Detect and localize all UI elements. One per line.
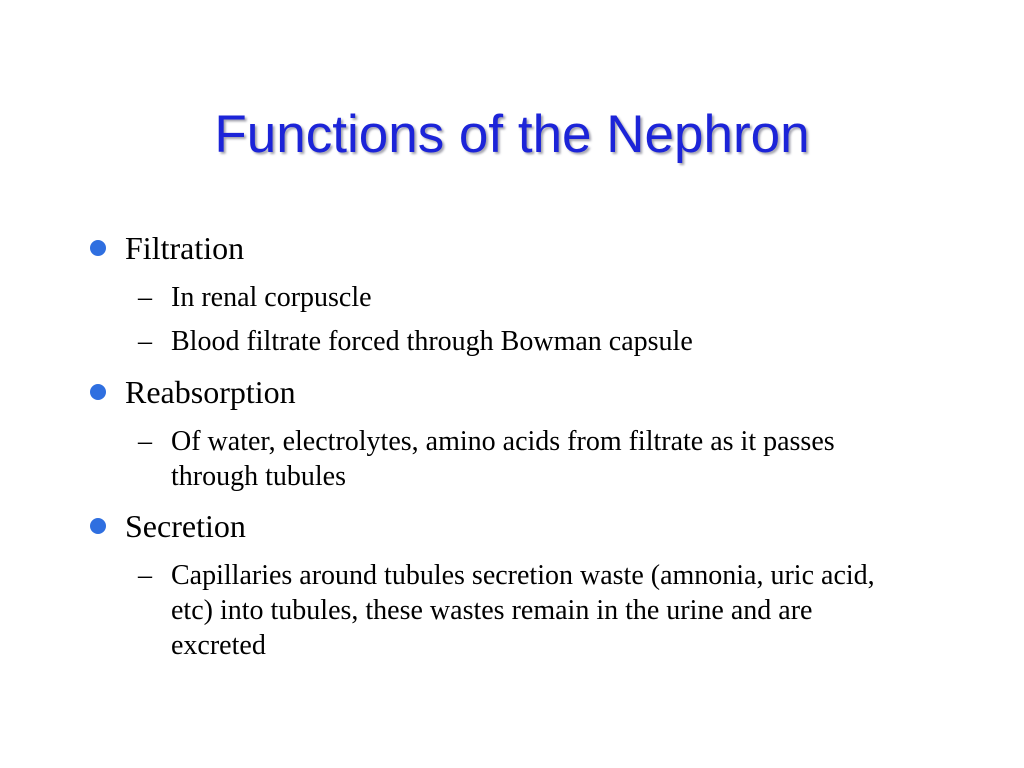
sub-bullet-bowman-capsule: Blood filtrate forced through Bowman capsule xyxy=(171,326,693,357)
sub-bullet-renal-corpuscle: In renal corpuscle xyxy=(171,282,372,313)
bullet-dot-icon xyxy=(90,240,106,256)
bullet-secretion: Secretion xyxy=(125,508,246,544)
sub-bullet-dash: – xyxy=(138,560,152,591)
bullet-reabsorption: Reabsorption xyxy=(125,374,296,410)
sub-bullet-secretion-detail: Capillaries around tubules secretion waste (amnonia, uric acid, etc) into tubules, these wastes remain in the urine and are excreted xyxy=(171,560,875,661)
bullet-filtration: Filtration xyxy=(125,230,245,266)
sub-bullet-reabsorption-detail: Of water, electrolytes, amino acids from filtrate as it passes through tubules xyxy=(171,426,835,492)
sub-bullet-dash: – xyxy=(138,326,152,357)
bullet-dot-icon xyxy=(90,384,106,400)
sub-bullet-dash: – xyxy=(138,426,152,457)
sub-bullet-dash: – xyxy=(138,282,152,313)
slide-title: Functions of the Nephron xyxy=(214,105,810,164)
bullet-dot-icon xyxy=(90,518,106,534)
